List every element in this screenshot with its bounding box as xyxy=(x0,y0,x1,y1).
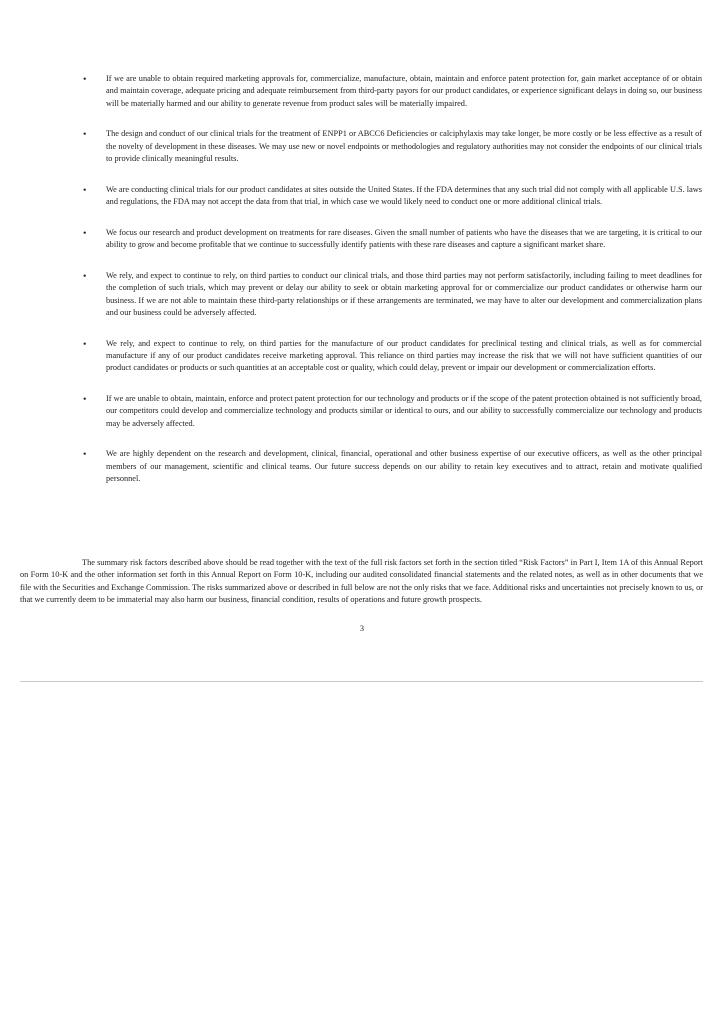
page-divider xyxy=(20,681,703,682)
list-item xyxy=(0,128,724,165)
bullet-icon: • xyxy=(83,449,87,461)
list-item-text: We rely, and expect to continue to rely, on third parties to conduct our clinical trials, and those third parties may not perform satisfactorily, including failing to meet deadlines for the completion of such trials, which may prevent or delay our ability to seek or obtain marketing approval for or commercialize our product candidates or otherwise harm our business. If we are not able to maintain these third-party relationships or if these arrangements are terminated, we may have to alter our development and commercialization plans and our business could be adversely affected. xyxy=(106,270,702,317)
page-number: 3 xyxy=(359,624,365,633)
bullet-icon: • xyxy=(83,270,87,282)
bullet-icon: • xyxy=(83,394,87,406)
bullet-icon: • xyxy=(83,74,87,85)
list-item-text: We are conducting clinical trials for our product candidates at sites outside the United States. If the FDA determines that any such trial did not comply with all applicable U.S. laws and regulations, the FDA may not accept the data from that trial, in which case we would likely need to conduct one or more additional clinical trials. xyxy=(106,184,702,207)
list-item xyxy=(0,448,724,485)
list-item xyxy=(0,227,724,252)
list-item xyxy=(0,270,724,319)
bullet-icon: • xyxy=(83,338,87,350)
list-item-text: We rely, and expect to continue to rely, on third parties for the manufacture of our product candidates for preclinical testing and clinical trials, as well as for commercial manufacture if any of our product candidates receive marketing approval. This reliance on third parties may increase the risk that we will not have sufficient quantities of our product candidates or products or such quantities at an acceptable cost or quality, which could delay, prevent or impair our development or commercialization efforts. xyxy=(106,338,702,373)
list-item-text: The design and conduct of our clinical trials for the treatment of ENPP1 or ABCC6 Deficiencies or calciphylaxis may take longer, be more costly or be less effective as a result of the novelty of development in these diseases. We may use new or novel endpoints or methodologies and regulatory authorities may not consider the endpoints of our clinical trials to provide clinically meaningful results. xyxy=(106,129,702,163)
risk-summary-list xyxy=(0,73,724,504)
list-item-text: We focus our research and product development on treatments for rare diseases. Given the small number of patients who have the diseases that we are targeting, it is critical to our ability to grow and become profitable that we continue to successfully identify patients with these rare diseases and capture a significant market share. xyxy=(106,227,702,250)
bullet-icon: • xyxy=(83,129,87,141)
list-item xyxy=(0,393,724,430)
bullet-icon: • xyxy=(83,184,87,196)
summary-paragraph: The summary risk factors described above should be read together with the text of the full risk factors set forth in the section titled “Risk Factors” in Part I, Item 1A of this Annual Report on Form 10-K and the other information set forth in this Annual Report on Form 10-K, including our audited consolidated financial statements and the related notes, as well as in other documents that we file with the Securities and Exchange Commission. The risks summarized above or described in full below are not the only risks that we face. Additional risks and uncertainties not precisely known to us, or that we currently deem to be immaterial may also harm our business, financial condition, results of operations and future growth prospects. xyxy=(20,558,703,604)
bullet-icon: • xyxy=(83,227,87,239)
list-item xyxy=(0,184,724,209)
list-item-text: We are highly dependent on the research and development, clinical, financial, operational and other business expertise of our executive officers, as well as the other principal members of our management, scientific and clinical teams. Our future success depends on our ability to retain key executives and to attract, retain and motivate qualified personnel. xyxy=(106,449,702,484)
list-item xyxy=(0,338,724,375)
list-item xyxy=(0,73,724,110)
list-item-text: If we are unable to obtain, maintain, enforce and protect patent protection for our technology and products or if the scope of the patent protection obtained is not sufficiently broad, our competitors could develop and commercialize technology and products similar or identical to ours, and our ability to successfully commercialize our technology and products may be adversely affected. xyxy=(106,394,702,428)
list-item-text: If we are unable to obtain required marketing approvals for, commercialize, manufacture, obtain, maintain and enforce patent protection for, gain market acceptance of or obtain and maintain coverage, adequate pricing and adequate reimbursement from third-party payors for our product candidates, or experience significant delays in doing so, our business will be materially harmed and our ability to generate revenue from product sales will be materially impaired. xyxy=(106,74,702,108)
